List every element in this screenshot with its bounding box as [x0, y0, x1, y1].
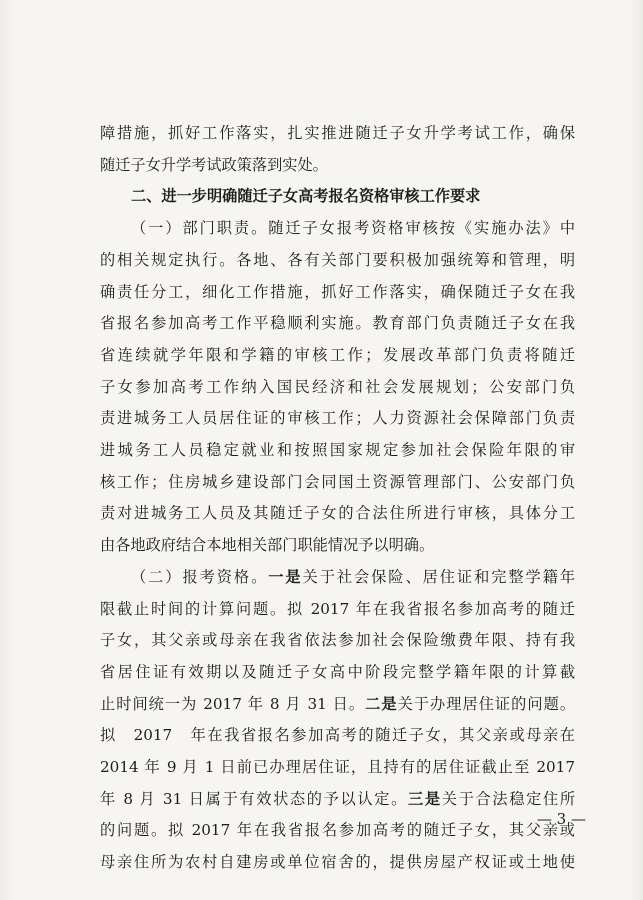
text-line: 省连续就学年限和学籍的审核工作；发展改革部门负责将随迁	[100, 345, 575, 364]
text-line: 子女，其父亲或母亲在我省依法参加社会保险缴费年限、持有我	[100, 631, 575, 650]
text-line: 省报名参加高考工作平稳顺利实施。教育部门负责随迁子女在我	[100, 314, 575, 333]
text-line: 随迁子女升学考试政策落到实处。	[100, 155, 328, 174]
text-line: 责进城务工人员居住证的审核工作；人力资源社会保障部门负责	[100, 409, 575, 428]
text-line: 障措施，抓好工作落实，扎实推进随迁子女升学考试工作，确保	[100, 124, 575, 142]
text-line: （一）部门职责。随迁子女报考资格审核按《实施办法》中	[131, 219, 575, 238]
text-segment: 关于办理居住证的问题。	[397, 694, 575, 713]
text-line: 确责任分工，细化工作措施，抓好工作落实，确保随迁子女在我	[100, 282, 575, 301]
text-segment: 止时间统一为 2017 年 8 月 31 日。	[100, 694, 366, 713]
section-heading: 二、进一步明确随迁子女高考报名资格审核工作要求	[131, 187, 481, 206]
bold-marker: 二是	[365, 694, 398, 713]
text-line: 核工作；住房城乡建设部门会同国土资源管理部门、公安部门负	[100, 472, 575, 491]
text-line: 子女参加高考工作纳入国民经济和社会发展规划；公安部门负	[100, 377, 575, 396]
text-segment: 关于合法稳定住所	[441, 789, 575, 808]
text-segment: 关于社会保险、居住证和完整学籍年	[302, 567, 575, 586]
text-line: 拟 2017 年在我省报名参加高考的随迁子女，其父亲或母亲在	[100, 726, 575, 745]
text-line: 2014 年 9 月 1 日前已办理居住证，且持有的居住证截止至 2017	[100, 758, 575, 777]
text-line: 的相关规定执行。各地、各有关部门要积极加强统筹和管理，明	[100, 250, 575, 269]
text-line: 限截止时间的计算问题。拟 2017 年在我省报名参加高考的随迁	[100, 599, 575, 618]
text-line: 的问题。拟 2017 年在我省报名参加高考的随迁子女，其父亲或	[100, 821, 575, 840]
text-segment: 年 8 月 31 日属于有效状态的予以认定。	[100, 789, 409, 808]
text-line: 母亲住所为农村自建房或单位宿舍的，提供房屋产权证或土地使	[100, 853, 575, 872]
text-line: 由各地政府结合本地相关部门职能情况予以明确。	[100, 536, 435, 555]
text-line	[100, 562, 575, 594]
bold-marker: 一是	[268, 567, 303, 586]
text-line	[100, 689, 575, 721]
text-segment: （二）报考资格。	[131, 567, 269, 586]
page-number: — 3 —	[536, 810, 586, 828]
document-body	[100, 118, 575, 879]
bold-marker: 三是	[408, 789, 442, 808]
text-line: 责对进城务工人员及其随迁子女的合法住所进行审核，具体分工	[100, 504, 575, 523]
text-line: 进城务工人员稳定就业和按照国家规定参加社会保险年限的审	[100, 441, 575, 460]
text-line: 省居住证有效期以及随迁子女高中阶段完整学籍年限的计算截	[100, 662, 575, 681]
